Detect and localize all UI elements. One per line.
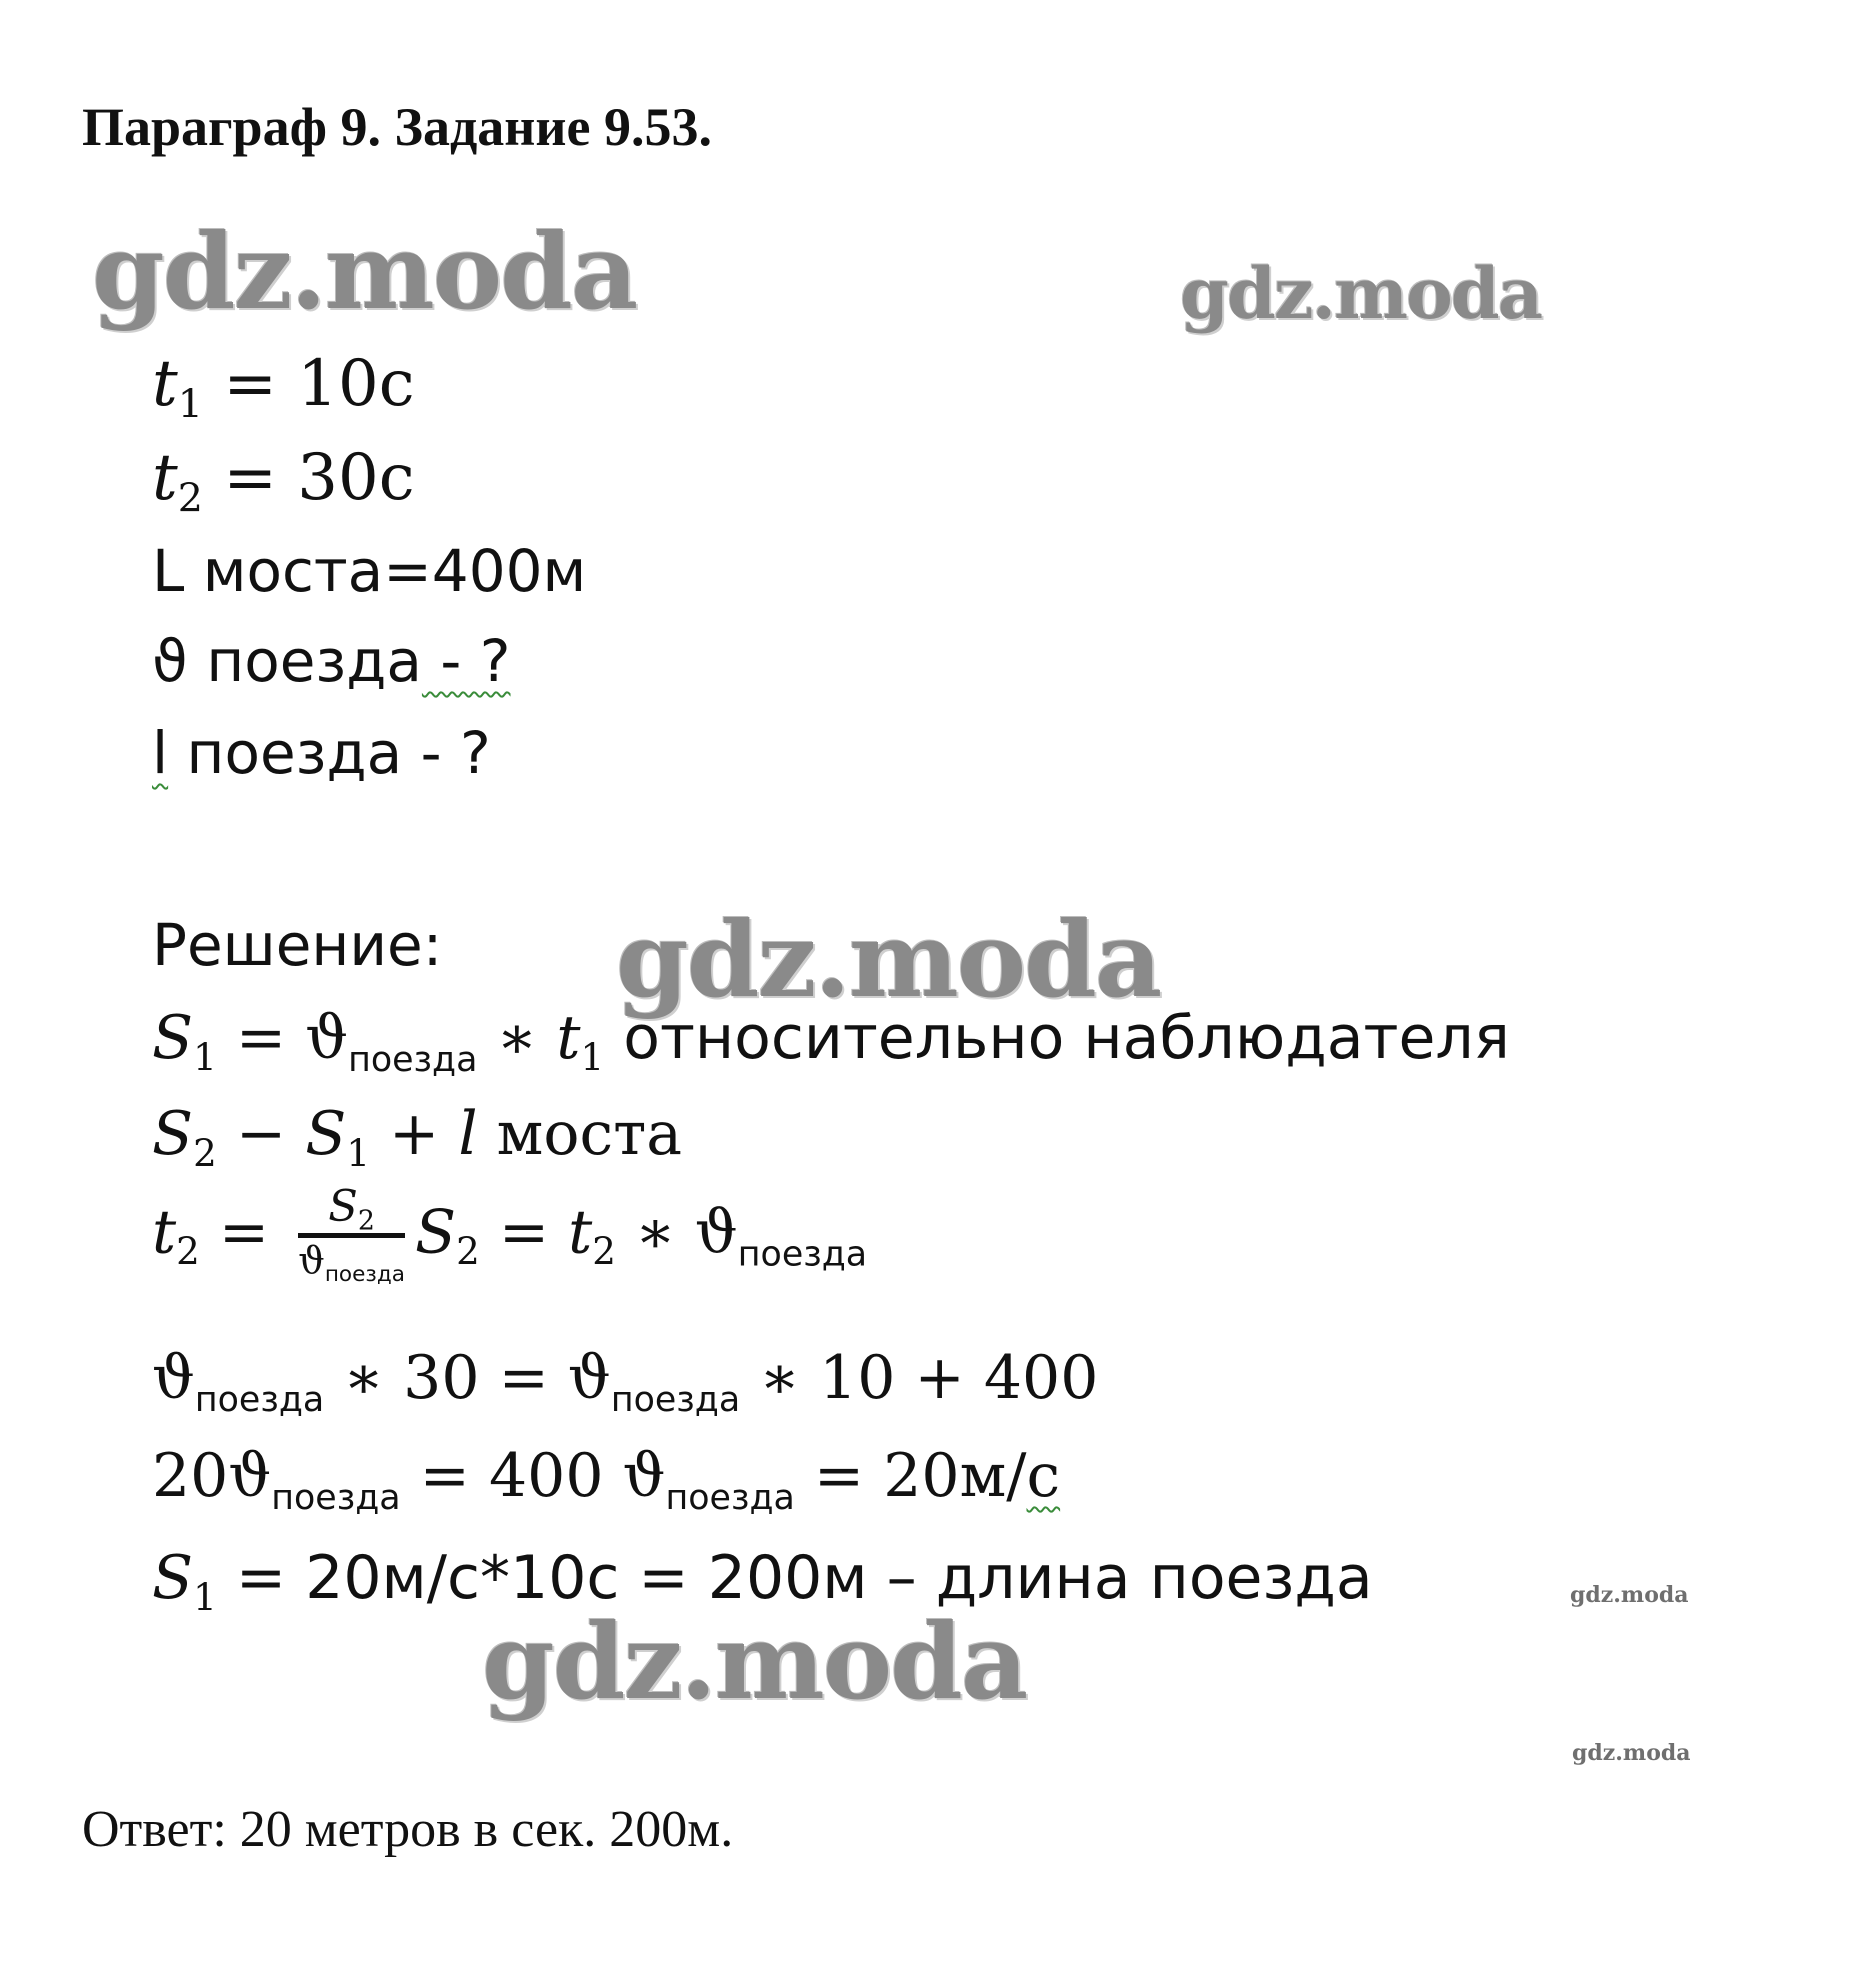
- solution-line-2: $S_2 - S_1 + l$ моста: [152, 1099, 683, 1175]
- watermark-logo: gdz.moda: [482, 1600, 1027, 1723]
- solution-line-4: $ϑ_{поезда}$ ∗ $30 = ϑ_{поезда}$ ∗ 10 + 400: [152, 1343, 1099, 1421]
- solution-heading: Решение:: [152, 911, 443, 979]
- watermark-logo: gdz.moda: [1570, 1582, 1689, 1608]
- given-bridge-length: L моста=400м: [152, 537, 587, 605]
- watermark-logo: gdz.moda: [1572, 1740, 1691, 1766]
- question-train-length: l поезда - ?: [152, 719, 491, 787]
- given-t2: $t_2 = 30с$: [152, 441, 415, 522]
- fraction: $\frac{S_2}{ϑ_{поезда}}$: [298, 1182, 405, 1288]
- solution-line-3: $t_2$ = $\frac{S_2}{ϑ_{поезда}}$ $S_2 = t_2$ ∗ $ϑ_{поезда}$: [152, 1182, 868, 1288]
- watermark-logo: gdz.moda: [1180, 252, 1542, 335]
- page-title: Параграф 9. Задание 9.53.: [82, 97, 712, 157]
- watermark-logo: gdz.moda: [92, 210, 637, 333]
- given-t1: $t_1 = 10с$: [152, 347, 415, 428]
- watermark-logo: gdz.moda: [616, 898, 1161, 1021]
- question-train-speed: ϑ поезда - ?: [152, 627, 511, 695]
- solution-line-1: $S_1 = ϑ_{поезда}$ ∗ $t_1$ относительно наблюдателя: [152, 1003, 1510, 1081]
- solution-line-5: $20ϑ_{поезда} = 400$ $ϑ_{поезда} = 20м/с$: [152, 1441, 1061, 1519]
- solution-line-6: $S_1 = 20м/с*10с = 200м$ – длина поезда: [152, 1543, 1373, 1619]
- answer-text: Ответ: 20 метров в сек. 200м.: [82, 1801, 734, 1858]
